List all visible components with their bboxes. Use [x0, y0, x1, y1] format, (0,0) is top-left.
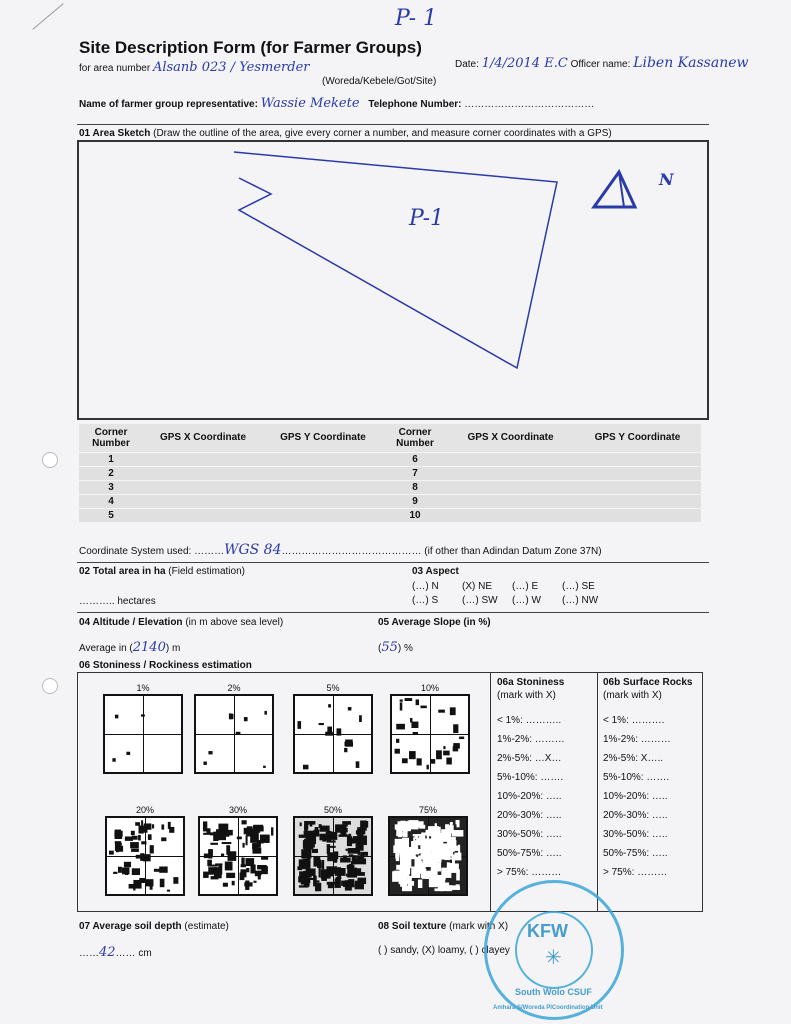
soil-texture-heading: 08 Soil texture	[378, 921, 447, 932]
col-title: 06b Surface Rocks	[603, 677, 693, 688]
stoniness-class[interactable]: 30%-50%: …..	[497, 829, 562, 840]
stoniness-sample-5	[293, 694, 373, 774]
rocks-class[interactable]: 50%-75%: …..	[603, 848, 668, 859]
percent-label: 50%	[323, 805, 342, 815]
gps-x-cell[interactable]	[143, 466, 263, 480]
gps-y-cell[interactable]	[263, 494, 383, 508]
table-row	[79, 452, 701, 466]
area-value[interactable]: Alsanb 023 / Yesmerder	[152, 60, 310, 75]
corner-number: 4	[79, 494, 143, 508]
stoniness-class[interactable]: 50%-75%: …..	[497, 848, 562, 859]
col-hint: (mark with X)	[497, 690, 556, 701]
representative-row	[79, 96, 594, 111]
stoniness-class[interactable]: 20%-30%: …..	[497, 810, 562, 821]
table-row	[79, 508, 701, 522]
rep-label: Name of farmer group representative:	[79, 99, 258, 110]
rocks-class[interactable]: < 1%: ……….	[603, 715, 665, 726]
rocks-class[interactable]: 5%-10%: …….	[603, 772, 670, 783]
rocks-class[interactable]: 30%-50%: …..	[603, 829, 668, 840]
stamp-star-icon: ✳	[545, 947, 562, 969]
area-hint: (Field estimation)	[168, 566, 245, 577]
percent-label: 5%	[326, 683, 340, 693]
corner-number: 3	[79, 480, 143, 494]
sketch-heading: 01 Area Sketch	[79, 128, 151, 139]
aspect-n[interactable]: (…) N	[412, 581, 439, 592]
stoniness-sample-30	[198, 816, 278, 896]
area-unit[interactable]: ……….. hectares	[79, 596, 156, 607]
north-label: N	[659, 170, 674, 189]
corner-number: 8	[383, 480, 447, 494]
stoniness-class[interactable]: 1%-2%: ………	[497, 734, 565, 745]
stoniness-class[interactable]: < 1%: ………..	[497, 715, 562, 726]
corner-number: 6	[383, 452, 447, 466]
stoniness-class[interactable]: 5%-10%: …….	[497, 772, 564, 783]
corner-table-header	[79, 424, 701, 452]
gps-x-cell[interactable]	[447, 452, 574, 466]
divider	[77, 124, 709, 125]
area-heading-row	[79, 566, 245, 577]
page-number-mark: P- 1	[395, 6, 438, 31]
corner-number: 1	[79, 452, 143, 466]
corner-number: 7	[383, 466, 447, 480]
stamp-bottom-text: South Wolo CSUF	[515, 987, 592, 997]
stamp-ring-text: Amhara S/Woreda PICoordination Unit	[493, 1005, 603, 1011]
rocks-class[interactable]: 1%-2%: ………	[603, 734, 671, 745]
sketch-area-label: P-1	[409, 206, 445, 231]
corner-fold-line	[32, 3, 63, 29]
gps-x-cell[interactable]	[143, 480, 263, 494]
col-header: GPS Y Coordinate	[574, 424, 701, 452]
col-header: GPS Y Coordinate	[263, 424, 383, 452]
north-arrow-icon	[594, 172, 635, 207]
corner-number: 5	[79, 508, 143, 522]
gps-x-cell[interactable]	[447, 494, 574, 508]
gps-y-cell[interactable]	[574, 466, 701, 480]
col-header: Corner Number	[383, 424, 447, 452]
officer-value[interactable]: Liben Kassanew	[633, 55, 749, 71]
slope-unit: %	[404, 643, 413, 654]
area-heading: 02 Total area in ha	[79, 566, 166, 577]
stoniness-sample-50	[293, 816, 373, 896]
table-row	[79, 480, 701, 494]
gps-x-cell[interactable]	[143, 452, 263, 466]
stoniness-sample-2	[194, 694, 274, 774]
stoniness-class[interactable]: > 75%: ………	[497, 867, 562, 878]
stoniness-heading: 06 Stoniness / Rockiness estimation	[79, 660, 252, 671]
rocks-class[interactable]: 2%-5%: X…..	[603, 753, 664, 764]
rocks-class[interactable]: > 75%: ………	[603, 867, 668, 878]
area-hint: (Woreda/Kebele/Got/Site)	[322, 76, 437, 87]
aspect-se[interactable]: (…) SE	[562, 581, 595, 592]
rocks-class[interactable]: 20%-30%: …..	[603, 810, 668, 821]
stoniness-sample-75	[388, 816, 468, 896]
divider	[77, 612, 709, 613]
percent-label: 1%	[136, 683, 150, 693]
officer-label: Officer name:	[570, 59, 631, 70]
area-label: for area number	[79, 63, 151, 74]
gps-y-cell[interactable]	[574, 494, 701, 508]
aspect-w[interactable]: (…) W	[512, 595, 541, 606]
sketch-drawing	[79, 142, 707, 418]
area-outline	[234, 152, 557, 368]
soil-depth-heading: 07 Average soil depth	[79, 921, 182, 932]
date-value[interactable]: 1/4/2014 E.C	[481, 56, 568, 71]
gps-x-cell[interactable]	[447, 508, 574, 522]
soil-texture-options[interactable]: ( ) sandy, (X) loamy, ( ) clayey	[378, 945, 510, 956]
table-row	[79, 494, 701, 508]
gps-y-cell[interactable]	[574, 452, 701, 466]
col-title: 06a Stoniness	[497, 677, 565, 688]
date-row	[455, 55, 748, 71]
percent-label: 30%	[228, 805, 247, 815]
soil-depth-heading-row	[79, 921, 229, 932]
coord-value[interactable]: WGS 84	[224, 542, 282, 558]
stoniness-column	[497, 676, 565, 882]
rep-value[interactable]: Wassie Mekete	[260, 96, 360, 111]
gps-y-cell[interactable]	[263, 466, 383, 480]
percent-label: 2%	[227, 683, 241, 693]
col-header: GPS X Coordinate	[447, 424, 574, 452]
gps-y-cell[interactable]	[263, 452, 383, 466]
soil-depth-hint: (estimate)	[184, 921, 229, 932]
col-hint: (mark with X)	[603, 690, 662, 701]
gps-y-cell[interactable]	[263, 508, 383, 522]
table-row	[79, 466, 701, 480]
col-header: GPS X Coordinate	[143, 424, 263, 452]
corner-number: 10	[383, 508, 447, 522]
aspect-e[interactable]: (…) E	[512, 581, 539, 592]
gps-y-cell[interactable]	[263, 480, 383, 494]
altitude-heading: 04 Altitude / Elevation	[79, 617, 183, 628]
altitude-hint: (in m above sea level)	[185, 617, 284, 628]
surface-rocks-column	[603, 676, 693, 882]
altitude-label: Average in	[79, 643, 127, 654]
altitude-value[interactable]: 2140	[132, 640, 166, 655]
aspect-s[interactable]: (…) S	[412, 595, 439, 606]
divider	[77, 562, 709, 563]
slope-value[interactable]: 55	[381, 640, 398, 655]
col-header: Corner Number	[79, 424, 143, 452]
aspect-heading: 03 Aspect	[412, 566, 459, 577]
slope-row: (55) %	[378, 640, 413, 655]
gps-x-cell[interactable]	[447, 480, 574, 494]
gps-x-cell[interactable]	[143, 508, 263, 522]
altitude-unit: m	[171, 643, 181, 654]
percent-label: 10%	[420, 683, 439, 693]
coord-hint: (if other than Adindan Datum Zone 37N)	[424, 546, 602, 557]
coord-label: Coordinate System used:	[79, 546, 192, 557]
punch-hole	[42, 678, 58, 694]
stamp-top-text: KFW	[527, 921, 568, 941]
soil-depth-row: ……42…… cm	[79, 945, 152, 960]
coordinate-system-row: Coordinate System used: ………WGS 84…………………………………… (if other than Adindan Datum Zone 37N)	[79, 542, 602, 558]
corner-number: 9	[383, 494, 447, 508]
aspect-ne[interactable]: (X) NE	[462, 581, 492, 592]
stoniness-sample-20	[105, 816, 185, 896]
area-number-row	[79, 60, 309, 75]
punch-hole	[42, 452, 58, 468]
stoniness-sample-1	[103, 694, 183, 774]
gps-x-cell[interactable]	[143, 494, 263, 508]
percent-label: 75%	[418, 805, 437, 815]
stoniness-sample-10	[390, 694, 470, 774]
soil-texture-hint: (mark with X)	[449, 921, 509, 932]
altitude-heading-row	[79, 617, 283, 628]
sketch-heading-row	[79, 128, 612, 139]
form-title: Site Description Form (for Farmer Groups)	[79, 38, 422, 57]
stoniness-class[interactable]: 2%-5%: …X…	[497, 753, 562, 764]
aspect-nw[interactable]: (…) NW	[562, 595, 599, 606]
altitude-row: Average in (2140) m	[79, 640, 181, 655]
date-label: Date:	[455, 59, 479, 70]
official-stamp	[484, 880, 624, 1020]
aspect-sw[interactable]: (…) SW	[462, 595, 498, 606]
soil-depth-unit: cm	[138, 948, 152, 959]
corner-number: 2	[79, 466, 143, 480]
gps-y-cell[interactable]	[574, 480, 701, 494]
stoniness-divider-a	[490, 672, 491, 912]
aspect-options	[412, 580, 612, 608]
stoniness-class[interactable]: 10%-20%: …..	[497, 791, 562, 802]
phone-label: Telephone Number:	[368, 99, 462, 110]
slope-heading: 05 Average Slope (in %)	[378, 617, 491, 628]
stoniness-divider-b	[597, 672, 598, 912]
corner-table	[79, 424, 701, 522]
rocks-class[interactable]: 10%-20%: …..	[603, 791, 668, 802]
sketch-hint: (Draw the outline of the area, give every corner a number, and measure corner coordinates with a GPS)	[153, 128, 612, 139]
percent-label: 20%	[135, 805, 154, 815]
gps-x-cell[interactable]	[447, 466, 574, 480]
soil-depth-value[interactable]: 42	[99, 945, 116, 960]
phone-dots: …………………………………	[464, 99, 595, 110]
gps-y-cell[interactable]	[574, 508, 701, 522]
sketch-box[interactable]	[77, 140, 709, 420]
